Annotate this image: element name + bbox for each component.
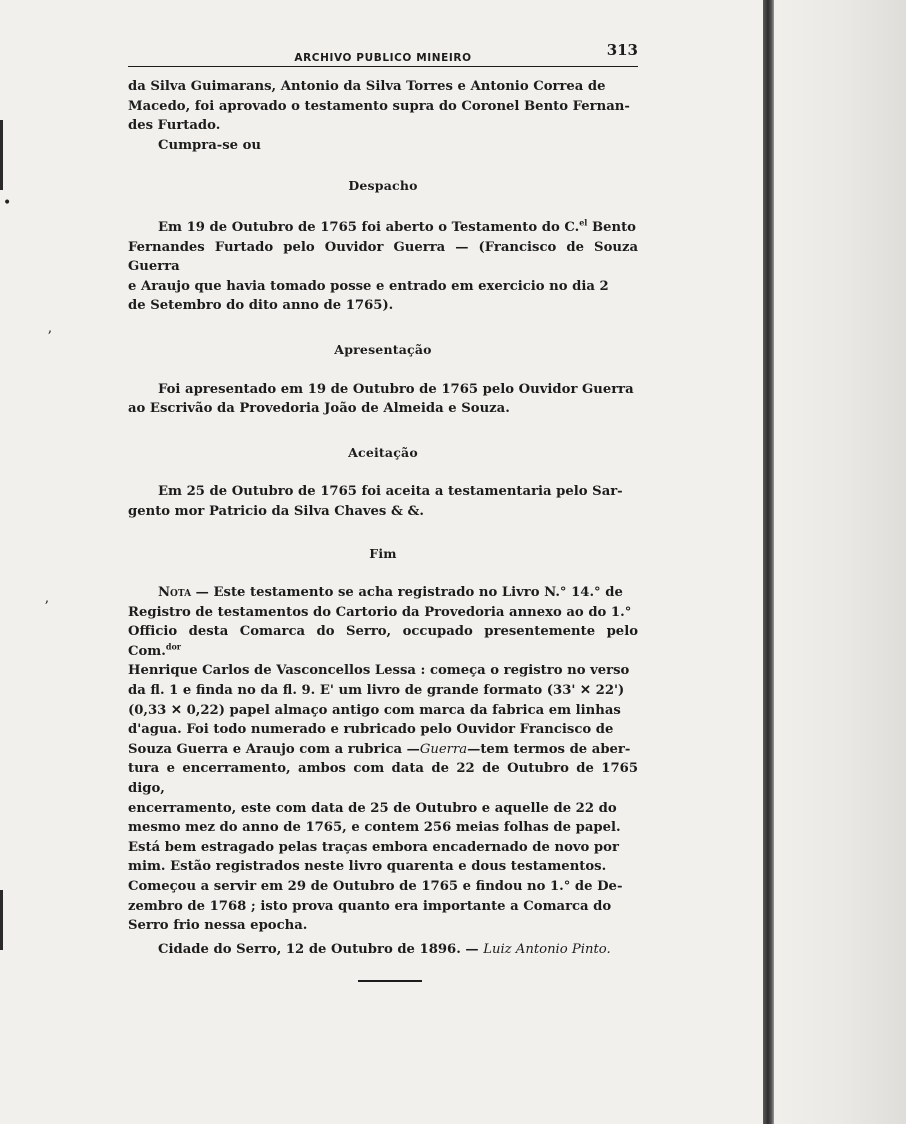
- end-rule: [358, 980, 422, 982]
- text-line: de Setembro do dito anno de 1765).: [128, 298, 394, 314]
- intro-paragraph: [128, 77, 638, 155]
- superscript: el: [579, 217, 588, 228]
- text-line: tura e encerramento, ambos com data de 22 de Outubro de 1765 digo,: [128, 761, 638, 797]
- scan-shadow: [766, 0, 906, 1124]
- page-body: [128, 77, 638, 959]
- text-line: Registro de testamentos do Cartorio da Provedoria annexo ao do 1.°: [128, 604, 632, 620]
- document-page: [128, 38, 638, 959]
- signature: Luiz Antonio Pinto.: [483, 941, 611, 957]
- page-number: 313: [606, 41, 638, 59]
- text-line: Henrique Carlos de Vasconcellos Lessa : começa o registro no verso: [128, 663, 630, 679]
- text-line: d'agua. Foi todo numerado e rubricado pelo Ouvidor Francisco de: [128, 722, 614, 738]
- closing-line: [128, 940, 638, 960]
- book-spine-shadow: [763, 0, 774, 1124]
- text-run: —tem termos de aber-: [467, 741, 631, 757]
- closing-text: Cidade do Serro, 12 de Outubro de 1896. —: [158, 941, 484, 957]
- rubric: Guerra: [419, 741, 468, 757]
- text-line: Fernandes Furtado pelo Ouvidor Guerra — (Francisco de Souza Guerra: [128, 239, 638, 275]
- aceitacao-paragraph: [128, 482, 638, 521]
- text-line: Em 25 de Outubro de 1765 foi aceita a testamentaria pelo Sar-: [158, 484, 623, 500]
- left-page-edge-bottom: [0, 890, 3, 950]
- text-line: zembro de 1768 ; isto prova quanto era importante a Comarca do: [128, 898, 612, 914]
- text-line: Começou a servir em 29 de Outubro de 1765 e findou no 1.° de De-: [128, 879, 623, 894]
- text-line: encerramento, este com data de 25 de Outubro e aquelle de 22 do: [128, 800, 617, 816]
- scan-speck: ʼ: [44, 599, 49, 615]
- section-heading-aceitacao: Aceitação: [348, 444, 418, 460]
- running-head: ARCHIVO PUBLICO MINEIRO: [294, 52, 472, 64]
- text-run: Souza Guerra e Araujo com a rubrica —: [128, 741, 420, 757]
- section-heading-apresentacao: Apresentação: [334, 341, 432, 357]
- text-line: des Furtado.: [128, 118, 221, 134]
- text-line: mim. Estão registrados neste livro quarenta e dous testamentos.: [128, 859, 607, 875]
- text-line: gento mor Patricio da Silva Chaves & &.: [128, 503, 424, 519]
- text-run: Em 19 de Outubro de 1765 foi aberto o Testamento do C.: [158, 219, 580, 235]
- text-line: da Silva Guimarans, Antonio da Silva Torres e Antonio Correa de: [128, 79, 606, 94]
- nota-paragraph: [128, 583, 638, 959]
- text-line: e Araujo que havia tomado posse e entrado em exercicio no dia 2: [128, 278, 609, 294]
- despacho-paragraph: [128, 218, 638, 316]
- text-line: [128, 622, 638, 661]
- text-line: [128, 583, 638, 603]
- text-line: Serro frio nessa epocha.: [128, 918, 308, 934]
- text-line: (0,33 ✕ 0,22) papel almaço antigo com marca da fabrica em linhas: [128, 702, 621, 718]
- text-run: Officio desta Comarca do Serro, occupado presentemente pelo Com.: [128, 624, 638, 659]
- text-line: Foi apresentado em 19 de Outubro de 1765 pelo Ouvidor Guerra: [158, 381, 634, 397]
- text-line: mesmo mez do anno de 1765, e contem 256 meias folhas de papel.: [128, 820, 621, 836]
- text-line: Cumpra-se ou: [158, 137, 262, 153]
- scan-speck: ʼ: [47, 329, 52, 345]
- left-page-edge-top: [0, 120, 3, 190]
- apresentacao-paragraph: [128, 380, 638, 419]
- scan-speck: •: [3, 195, 12, 211]
- nota-label: Nota: [158, 585, 192, 601]
- superscript: dor: [165, 641, 181, 652]
- text-run: Bento: [587, 219, 636, 235]
- text-line: ao Escrivão da Provedoria João de Almeida e Souza.: [128, 401, 510, 417]
- text-run: — Este testamento se acha registrado no Livro N.° 14.° de: [191, 585, 623, 601]
- text-line: Macedo, foi aprovado o testamento supra do Coronel Bento Fernan-: [128, 98, 630, 114]
- text-line: [128, 740, 638, 760]
- section-heading-despacho: Despacho: [348, 178, 418, 194]
- text-line: [128, 218, 638, 238]
- section-heading-fim: Fim: [369, 545, 397, 561]
- text-line: Está bem estragado pelas traças embora encadernado de novo por: [128, 839, 619, 855]
- page-header: [128, 38, 638, 67]
- text-line: da fl. 1 e finda no da fl. 9. E' um livro de grande formato (33' ✕ 22'): [128, 683, 625, 699]
